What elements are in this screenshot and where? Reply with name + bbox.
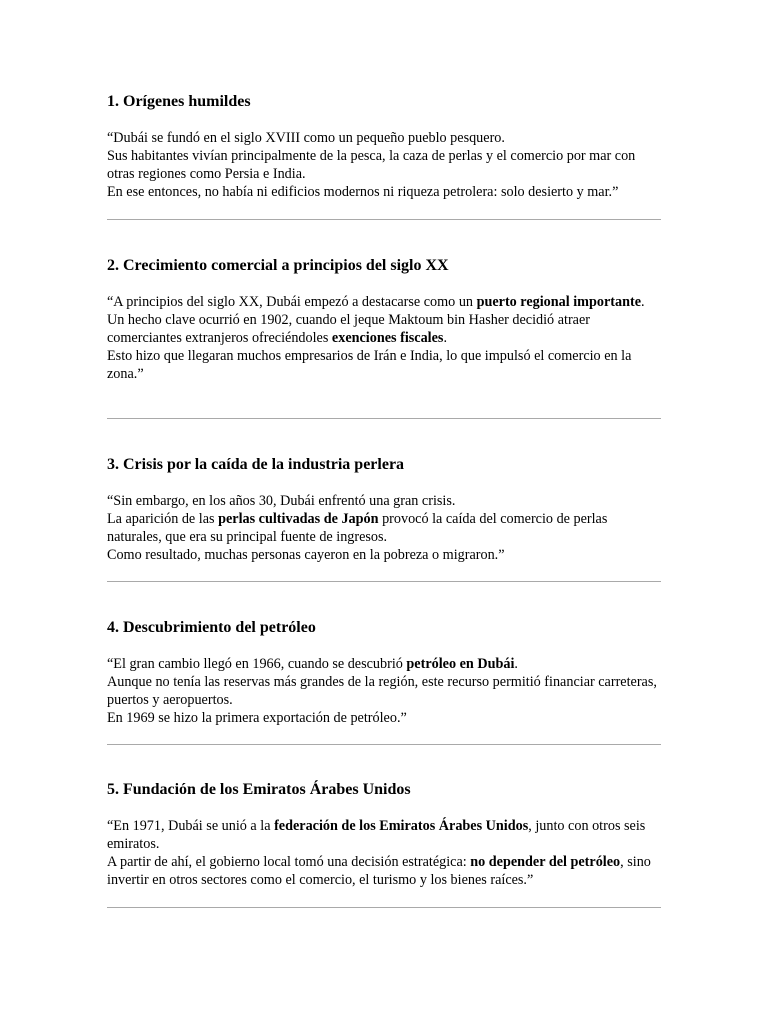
text-run: Esto hizo que llegaran muchos empresarios de Irán e India, lo que impulsó el comercio en la zona.”	[107, 348, 632, 382]
section-body	[107, 817, 663, 889]
horizontal-divider	[107, 907, 661, 908]
paragraph-line	[107, 709, 663, 727]
paragraph-line	[107, 510, 663, 546]
bold-text: puerto regional importante	[476, 294, 642, 310]
paragraph-line	[107, 492, 663, 510]
text-run: “Dubái se fundó en el siglo XVIII como un pequeño pueblo pesquero.	[107, 130, 505, 146]
horizontal-divider	[107, 744, 661, 745]
section-5	[107, 780, 663, 889]
text-run: provocó la caída del comercio de perlas naturales, que era su principal fuente de ingresos.	[107, 511, 608, 545]
text-run: La aparición de las	[107, 511, 219, 527]
paragraph-line	[107, 311, 663, 347]
paragraph-line	[107, 147, 663, 183]
paragraph-line	[107, 853, 663, 889]
paragraph-line	[107, 293, 663, 311]
text-run: Como resultado, muchas personas cayeron en la pobreza o migraron.”	[107, 547, 505, 563]
text-run: “El gran cambio llegó en 1966, cuando se descubrió	[107, 656, 407, 672]
section-body	[107, 129, 663, 201]
text-run: “Sin embargo, en los años 30, Dubái enfrentó una gran crisis.	[107, 493, 456, 509]
horizontal-divider	[107, 581, 661, 582]
bold-text: federación de los Emiratos Árabes Unidos	[274, 818, 529, 834]
text-run: .	[443, 330, 447, 346]
bold-text: petróleo en Dubái	[406, 656, 515, 672]
section-heading: 1. Orígenes humildes	[107, 93, 251, 110]
section-1	[107, 92, 663, 201]
section-heading: 4. Descubrimiento del petróleo	[107, 619, 316, 636]
paragraph-line	[107, 655, 663, 673]
section-body	[107, 655, 663, 727]
text-run: Aunque no tenía las reservas más grandes de la región, este recurso permitió financiar carreteras, puertos y aeropuertos.	[107, 674, 657, 708]
text-run: , junto con otros seis emiratos.	[107, 818, 646, 852]
section-heading: 2. Crecimiento comercial a principios del siglo XX	[107, 257, 449, 274]
text-run: , sino invertir en otros sectores como el comercio, el turismo y los bienes raíces.”	[107, 854, 651, 888]
text-run: En 1969 se hizo la primera exportación de petróleo.”	[107, 710, 407, 726]
bold-text: perlas cultivadas de Japón	[218, 511, 379, 527]
paragraph-line	[107, 183, 663, 201]
paragraph-line	[107, 129, 663, 147]
text-run: “A principios del siglo XX, Dubái empezó a destacarse como un	[107, 294, 477, 310]
section-heading: 5. Fundación de los Emiratos Árabes Unidos	[107, 781, 411, 798]
section-body	[107, 293, 663, 383]
section-2	[107, 256, 663, 383]
text-run: .	[514, 656, 518, 672]
horizontal-divider	[107, 418, 661, 419]
section-3	[107, 455, 663, 564]
paragraph-line	[107, 546, 663, 564]
text-run: Sus habitantes vivían principalmente de la pesca, la caza de perlas y el comercio por mar con otras regiones como Persia e India.	[107, 148, 636, 182]
paragraph-line	[107, 817, 663, 853]
section-4	[107, 618, 663, 727]
horizontal-divider	[107, 219, 661, 220]
paragraph-line	[107, 347, 663, 383]
bold-text: no depender del petróleo	[470, 854, 621, 870]
section-body	[107, 492, 663, 564]
bold-text: exenciones fiscales	[331, 330, 444, 346]
text-run: En ese entonces, no había ni edificios modernos ni riqueza petrolera: solo desierto y mar.”	[107, 184, 619, 200]
section-heading: 3. Crisis por la caída de la industria perlera	[107, 456, 405, 473]
text-run: “En 1971, Dubái se unió a la	[107, 818, 275, 834]
text-run: A partir de ahí, el gobierno local tomó una decisión estratégica:	[107, 854, 471, 870]
paragraph-line	[107, 673, 663, 709]
text-run: Un hecho clave ocurrió en 1902, cuando el jeque Maktoum bin Hasher decidió atraer comerciantes extranjeros ofreciéndoles	[107, 312, 590, 346]
text-run: .	[641, 294, 645, 310]
